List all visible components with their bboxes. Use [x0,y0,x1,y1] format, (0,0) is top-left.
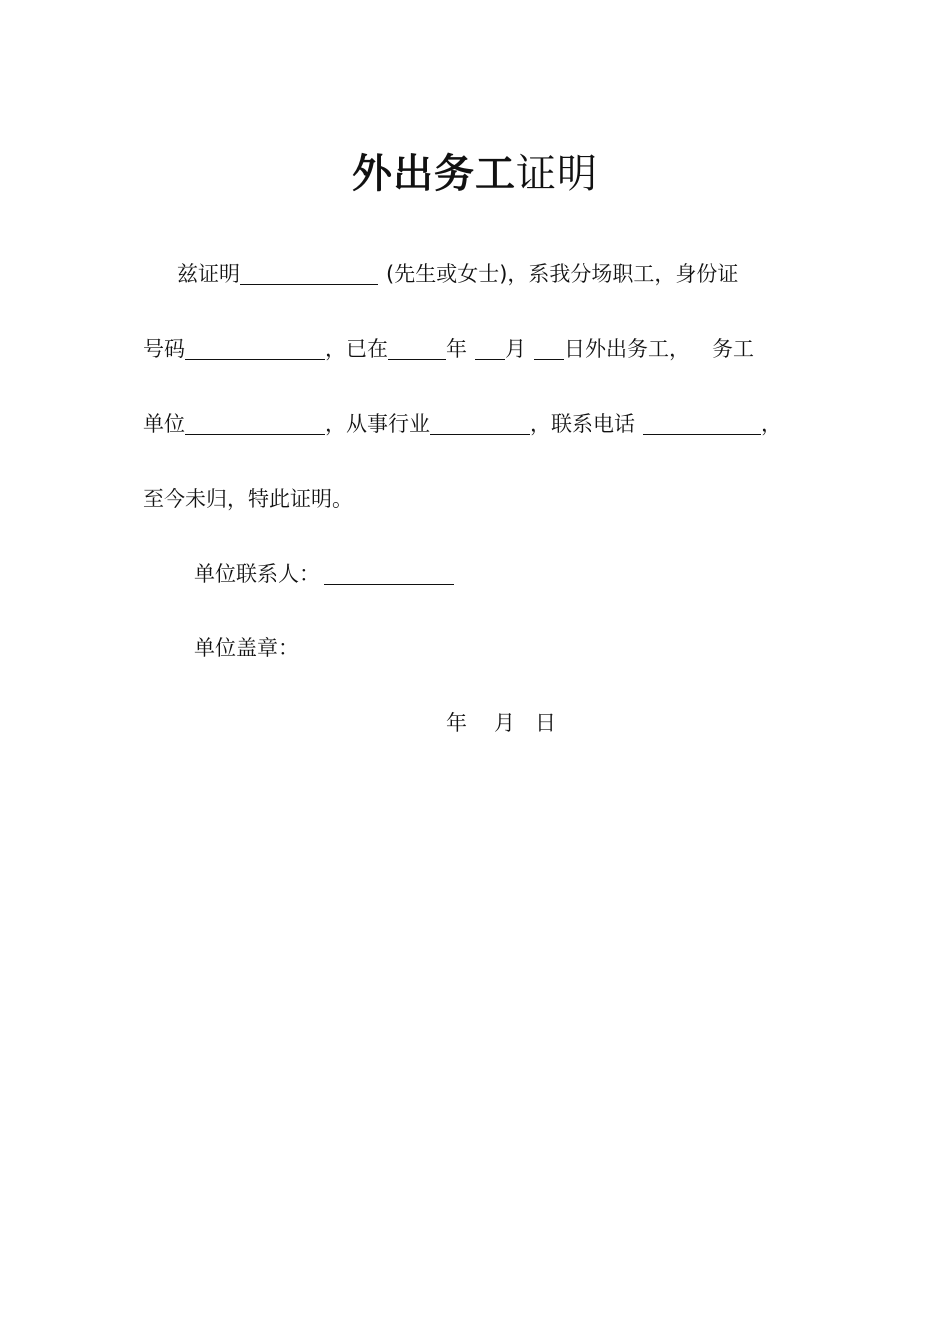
line-unit-industry-phone [143,409,782,439]
year-blank[interactable] [388,337,446,360]
unit-blank[interactable] [185,412,325,435]
sign-year: 年 [446,711,467,735]
phone-label: ，联系电话 [530,412,635,436]
line-signature-date [446,708,556,738]
title-light-part: 证明 [516,151,598,197]
sign-day: 日 [535,711,556,735]
year-label: 年 [446,337,467,361]
month-label: 月 [505,337,526,361]
sign-month: 月 [494,711,515,735]
month-blank[interactable] [475,337,505,360]
industry-label: ，从事行业 [325,412,430,436]
work-tail: 务工 [712,337,754,361]
contact-blank[interactable] [324,562,454,585]
line-certify-name [177,259,738,289]
phone-tail: ， [761,412,782,436]
seal-label: 单位盖章： [194,636,299,660]
industry-blank[interactable] [430,412,530,435]
certify-mid: (先生或女士)，系我分场职工，身份证 [386,262,739,286]
phone-blank[interactable] [643,412,761,435]
line-id-date [143,334,754,364]
id-number-blank[interactable] [185,337,325,360]
name-blank[interactable] [240,262,378,285]
line-contact-person [194,559,454,589]
closing-text: 至今未归，特此证明。 [143,487,353,511]
id-after: ，已在 [325,337,388,361]
line-seal [194,633,299,663]
certify-prefix: 兹证明 [177,262,240,286]
title-bold-part: 外出务工 [352,150,516,197]
day-blank[interactable] [534,337,564,360]
line-closing [143,484,353,514]
day-rest: 日外出务工， [564,337,690,361]
id-prefix: 号码 [143,337,185,361]
contact-label: 单位联系人： [194,562,320,586]
unit-prefix: 单位 [143,412,185,436]
document-title [0,146,950,202]
